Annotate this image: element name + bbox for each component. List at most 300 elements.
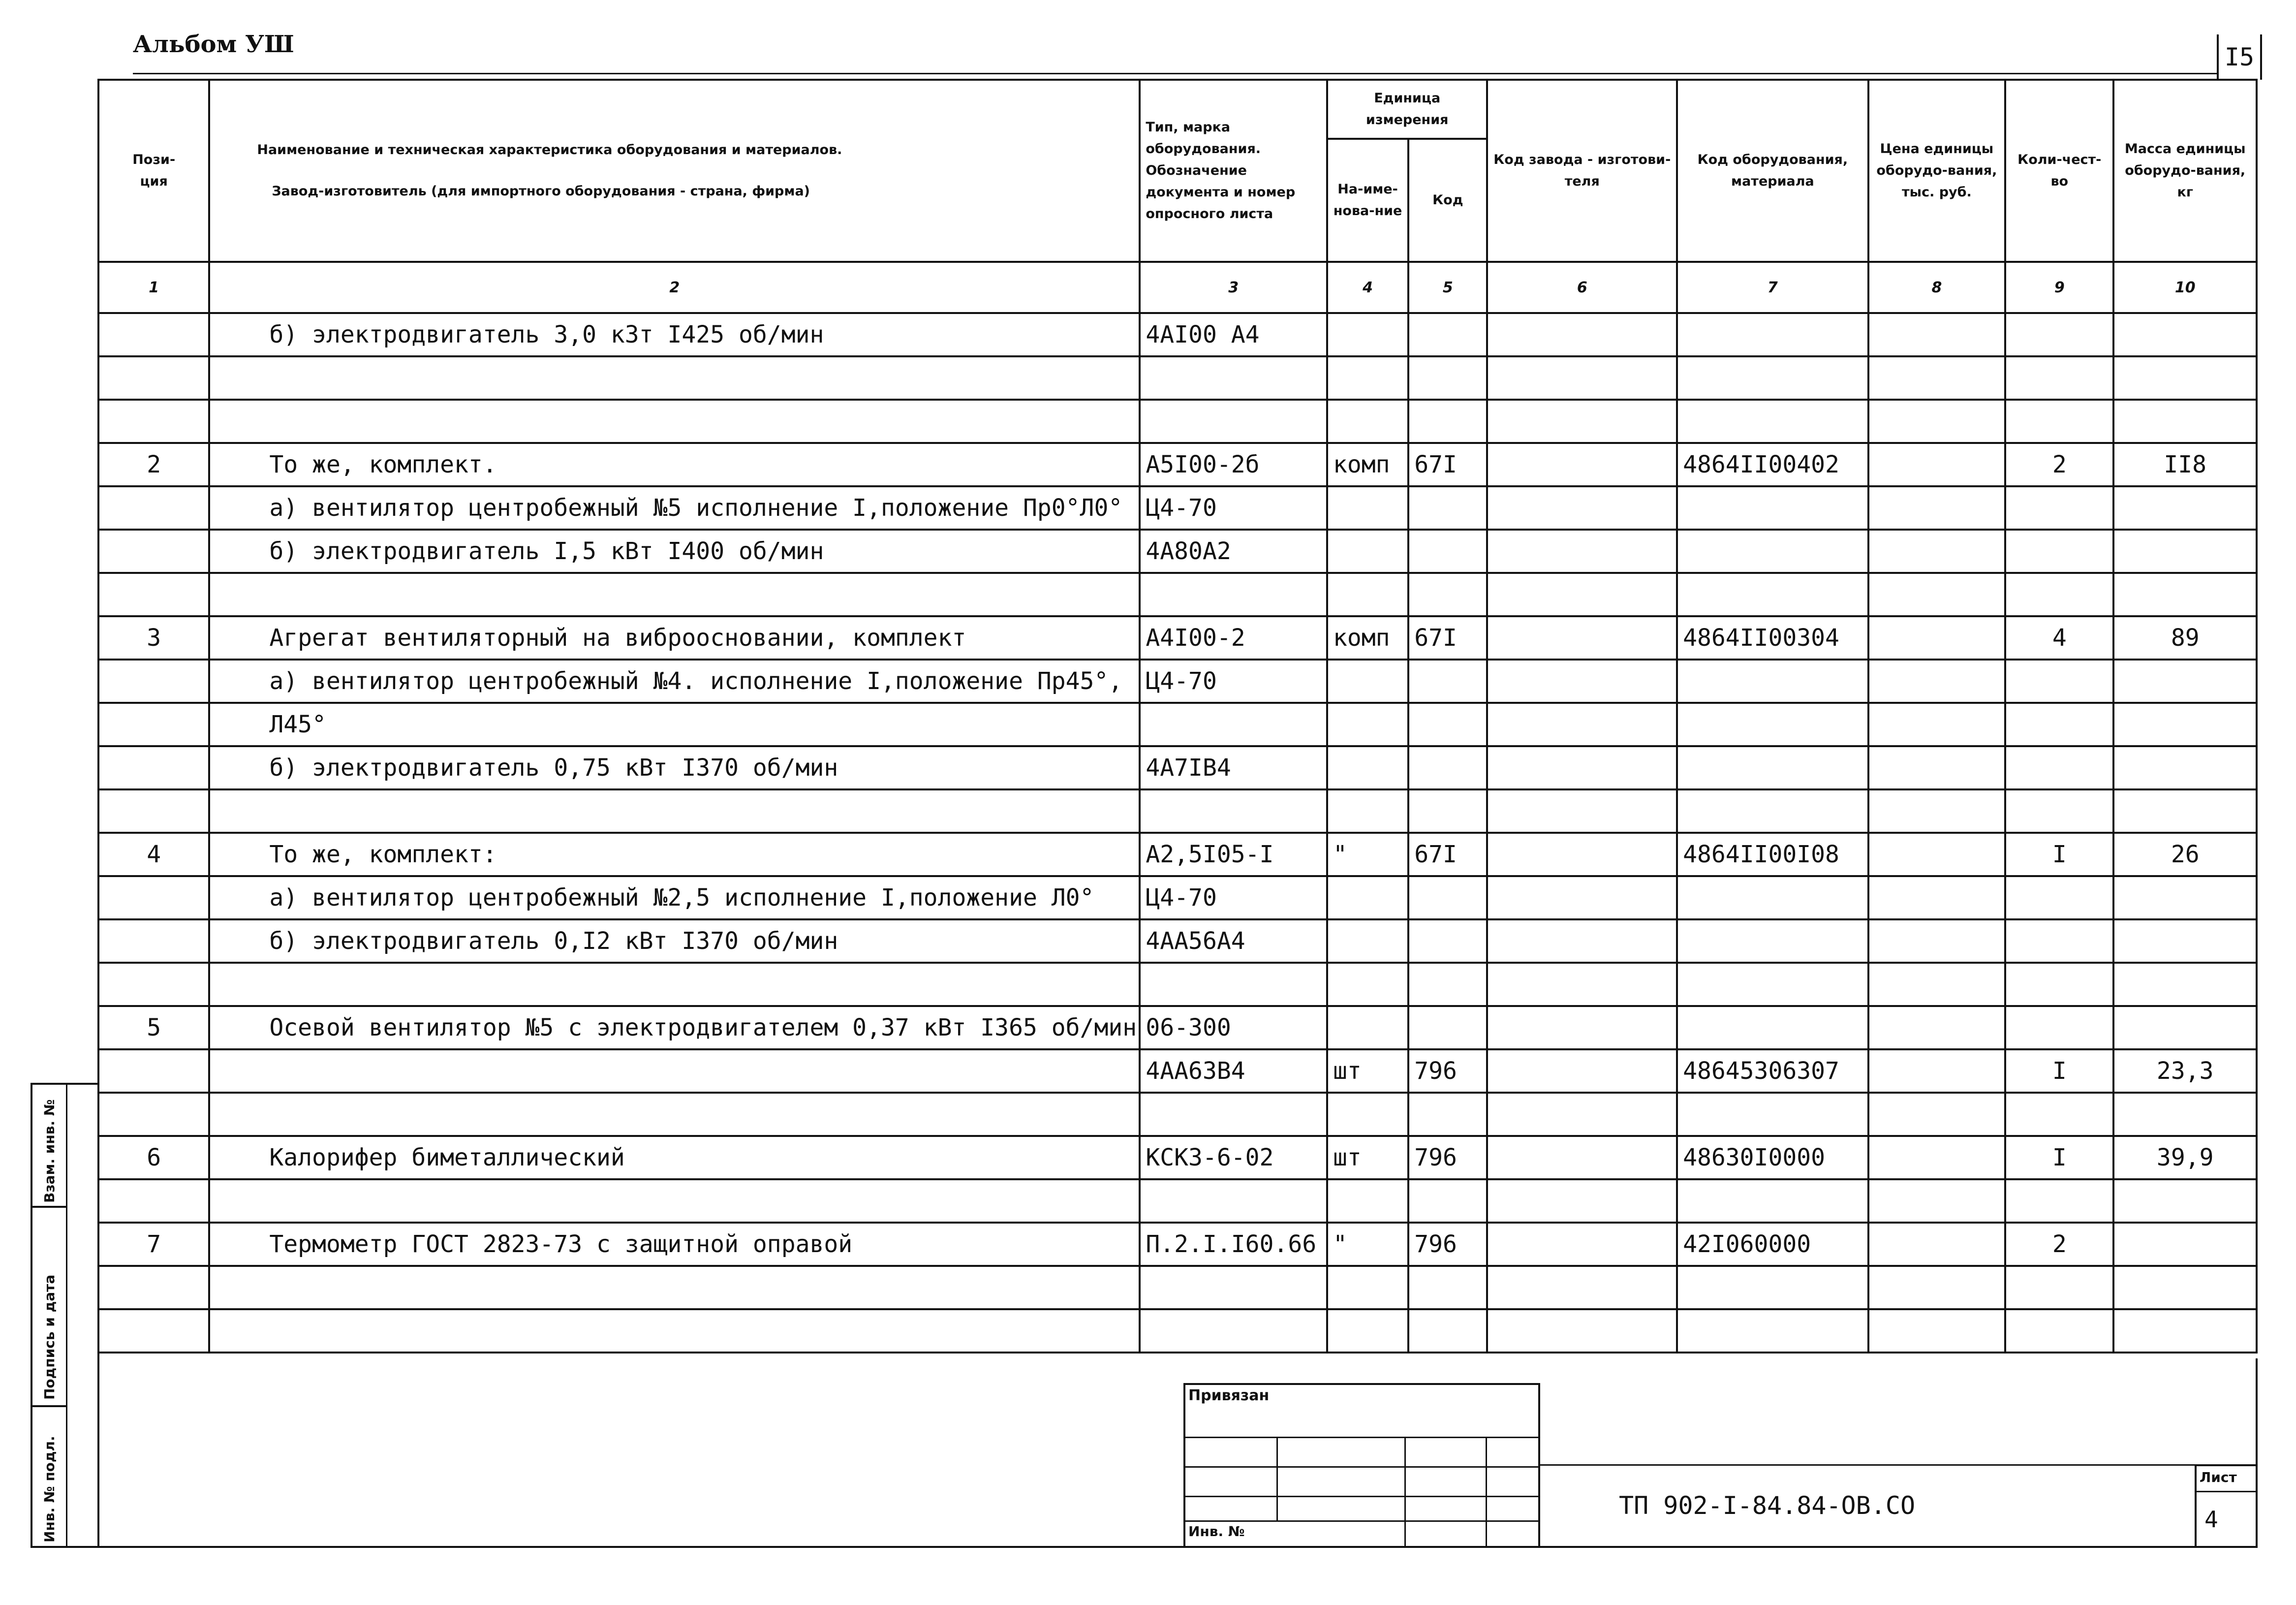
stamp-cell-sign (32, 1208, 67, 1407)
cell-unit (1327, 703, 1408, 746)
cell-name: б) электродвигатель 0,I2 кВт I370 об/мин (209, 919, 1140, 963)
cell-qty (2005, 313, 2113, 356)
cell-factory (1487, 486, 1677, 530)
cell-factory (1487, 1179, 1677, 1223)
col-qty: Коли-чест-во (2005, 80, 2113, 262)
cell-mass: 89 (2113, 616, 2257, 660)
column-number: 7 (1677, 262, 1868, 313)
cell-equip (1677, 703, 1868, 746)
cell-price (1868, 1136, 2005, 1179)
cell-qty (2005, 963, 2113, 1006)
cell-type: A4I00-2 (1140, 616, 1327, 660)
cell-type: 4A7IB4 (1140, 746, 1327, 789)
header-rule (133, 73, 2217, 74)
table-row (98, 313, 2257, 356)
cell-pos: 3 (98, 616, 209, 660)
cell-name: Осевой вентилятор №5 с электродвигателем 0,37 кВт I365 об/мин (209, 1006, 1140, 1049)
cell-code (1408, 789, 1487, 833)
cell-price (1868, 1223, 2005, 1266)
cell-mass (2113, 876, 2257, 919)
cell-mass (2113, 313, 2257, 356)
cell-equip (1677, 1006, 1868, 1049)
column-number: 2 (209, 262, 1140, 313)
cell-mass (2113, 746, 2257, 789)
cell-pos (98, 963, 209, 1006)
cell-factory (1487, 1309, 1677, 1353)
cell-equip (1677, 1093, 1868, 1136)
cell-pos (98, 530, 209, 573)
cell-name (209, 1179, 1140, 1223)
cell-mass (2113, 1179, 2257, 1223)
cell-unit (1327, 963, 1408, 1006)
cell-factory (1487, 1136, 1677, 1179)
cell-code (1408, 1179, 1487, 1223)
cell-equip: 48630I0000 (1677, 1136, 1868, 1179)
cell-price (1868, 443, 2005, 486)
cell-equip (1677, 356, 1868, 400)
cell-qty (2005, 356, 2113, 400)
cell-equip: 4864II00I08 (1677, 833, 1868, 876)
cell-mass: 39,9 (2113, 1136, 2257, 1179)
spec-table (97, 79, 2258, 1353)
cell-equip (1677, 486, 1868, 530)
cell-factory (1487, 919, 1677, 963)
cell-type: П.2.I.I60.66 (1140, 1223, 1327, 1266)
cell-type: Ц4-70 (1140, 876, 1327, 919)
cell-code (1408, 1266, 1487, 1309)
cell-unit (1327, 660, 1408, 703)
cell-equip: 4864II00304 (1677, 616, 1868, 660)
cell-code (1408, 746, 1487, 789)
cell-factory (1487, 1223, 1677, 1266)
cell-name (209, 1093, 1140, 1136)
cell-type (1140, 356, 1327, 400)
cell-name (209, 1049, 1140, 1093)
cell-name: Калорифер биметаллический (209, 1136, 1140, 1179)
cell-type: 4AA63B4 (1140, 1049, 1327, 1093)
cell-name: б) электродвигатель 3,0 кЗт I425 об/мин (209, 313, 1140, 356)
sheet-box-rule (2197, 1491, 2258, 1492)
table-row (98, 789, 2257, 833)
cell-code (1408, 573, 1487, 616)
table-row (98, 1049, 2257, 1093)
cell-mass (2113, 1266, 2257, 1309)
table-row (98, 616, 2257, 660)
table-row (98, 1309, 2257, 1353)
table-row (98, 1223, 2257, 1266)
cell-name (209, 573, 1140, 616)
cell-code (1408, 486, 1487, 530)
cell-equip (1677, 789, 1868, 833)
table-row (98, 703, 2257, 746)
spec-body (98, 313, 2257, 1353)
cell-type (1140, 703, 1327, 746)
table-row (98, 963, 2257, 1006)
cell-name: Агрегат вентиляторный на виброосновании, комплект (209, 616, 1140, 660)
cell-type: 06-300 (1140, 1006, 1327, 1049)
cell-equip (1677, 530, 1868, 573)
table-row (98, 443, 2257, 486)
table-row (98, 400, 2257, 443)
cell-price (1868, 789, 2005, 833)
cell-type (1140, 789, 1327, 833)
cell-pos: 7 (98, 1223, 209, 1266)
cell-mass (2113, 573, 2257, 616)
cell-code (1408, 963, 1487, 1006)
priv-vline-3 (1486, 1437, 1487, 1546)
cell-factory (1487, 1006, 1677, 1049)
cell-unit (1327, 573, 1408, 616)
cell-unit: шт (1327, 1049, 1408, 1093)
cell-unit (1327, 789, 1408, 833)
cell-qty (2005, 789, 2113, 833)
cell-price (1868, 486, 2005, 530)
cell-code (1408, 919, 1487, 963)
cell-mass (2113, 789, 2257, 833)
cell-equip (1677, 660, 1868, 703)
column-number: 9 (2005, 262, 2113, 313)
cell-pos: 5 (98, 1006, 209, 1049)
stamp-divider (66, 1085, 67, 1548)
cell-unit: " (1327, 1223, 1408, 1266)
cell-pos (98, 1093, 209, 1136)
cell-code: 796 (1408, 1049, 1487, 1093)
cell-name: б) электродвигатель I,5 кВт I400 об/мин (209, 530, 1140, 573)
table-row (98, 486, 2257, 530)
cell-equip: 48645306307 (1677, 1049, 1868, 1093)
cell-name: Л45° (209, 703, 1140, 746)
cell-price (1868, 746, 2005, 789)
table-row (98, 356, 2257, 400)
cell-price (1868, 963, 2005, 1006)
cell-pos: 6 (98, 1136, 209, 1179)
cell-qty: 2 (2005, 443, 2113, 486)
column-number: 8 (1868, 262, 2005, 313)
cell-type: 4AI00 A4 (1140, 313, 1327, 356)
col-price: Цена единицы оборудо-вания, тыс. руб. (1868, 80, 2005, 262)
col-equip-code: Код оборудования, материала (1677, 80, 1868, 262)
cell-code: 67I (1408, 833, 1487, 876)
col-factory-code: Код завода - изготови-теля (1487, 80, 1677, 262)
cell-qty (2005, 1179, 2113, 1223)
cell-type: A2,5I05-I (1140, 833, 1327, 876)
cell-factory (1487, 530, 1677, 573)
cell-mass: II8 (2113, 443, 2257, 486)
album-label: Альбом УШ (133, 31, 294, 58)
cell-equip (1677, 1179, 1868, 1223)
cell-unit: комп (1327, 616, 1408, 660)
col-name (209, 80, 1140, 262)
cell-pos (98, 313, 209, 356)
cell-qty: 2 (2005, 1223, 2113, 1266)
cell-type: КСК3-6-02 (1140, 1136, 1327, 1179)
cell-code: 796 (1408, 1223, 1487, 1266)
cell-unit (1327, 313, 1408, 356)
cell-price (1868, 1266, 2005, 1309)
cell-unit (1327, 919, 1408, 963)
cell-pos (98, 573, 209, 616)
cell-price (1868, 1093, 2005, 1136)
cell-pos (98, 919, 209, 963)
cell-pos (98, 1049, 209, 1093)
cell-pos (98, 1309, 209, 1353)
cell-price (1868, 660, 2005, 703)
cell-code (1408, 313, 1487, 356)
table-row (98, 1093, 2257, 1136)
cell-mass (2113, 400, 2257, 443)
cell-unit: комп (1327, 443, 1408, 486)
cell-unit: " (1327, 833, 1408, 876)
cell-type (1140, 400, 1327, 443)
cell-unit (1327, 356, 1408, 400)
cell-name: То же, комплект. (209, 443, 1140, 486)
cell-price (1868, 400, 2005, 443)
cell-factory (1487, 443, 1677, 486)
cell-equip (1677, 1309, 1868, 1353)
cell-qty (2005, 1093, 2113, 1136)
cell-pos (98, 789, 209, 833)
cell-qty (2005, 919, 2113, 963)
col-name-line1: Наименование и техническая характеристика оборудования и материалов. (257, 142, 842, 157)
cell-pos (98, 746, 209, 789)
cell-price (1868, 1049, 2005, 1093)
left-stamp (31, 1083, 99, 1548)
cell-code: 796 (1408, 1136, 1487, 1179)
table-row (98, 1006, 2257, 1049)
table-row (98, 746, 2257, 789)
column-number: 6 (1487, 262, 1677, 313)
cell-equip: 42I060000 (1677, 1223, 1868, 1266)
cell-qty (2005, 1266, 2113, 1309)
col-pos: Пози- ция (98, 80, 209, 262)
cell-factory (1487, 400, 1677, 443)
cell-unit (1327, 1006, 1408, 1049)
cell-unit (1327, 1266, 1408, 1309)
cell-name (209, 356, 1140, 400)
title-block-frame (97, 1358, 2258, 1548)
cell-type (1140, 573, 1327, 616)
col-mass: Масса единицы оборудо-вания, кг (2113, 80, 2257, 262)
cell-mass (2113, 486, 2257, 530)
cell-name (209, 1266, 1140, 1309)
cell-type (1140, 1179, 1327, 1223)
stamp-cell-dup (32, 1085, 67, 1208)
col-type: Тип, марка оборудования. Обозначение документа и номер опросного листа (1140, 80, 1327, 262)
cell-factory (1487, 789, 1677, 833)
document-number: ТП 902-I-84.84-ОВ.СО (1619, 1491, 1916, 1520)
cell-name: а) вентилятор центробежный №2,5 исполнение I,положение Л0° (209, 876, 1140, 919)
cell-type (1140, 1309, 1327, 1353)
cell-equip (1677, 919, 1868, 963)
cell-code (1408, 1093, 1487, 1136)
cell-price (1868, 703, 2005, 746)
cell-qty (2005, 530, 2113, 573)
cell-qty (2005, 746, 2113, 789)
cell-qty (2005, 876, 2113, 919)
cell-code (1408, 1309, 1487, 1353)
column-number: 10 (2113, 262, 2257, 313)
page-number: I5 (2217, 34, 2262, 80)
cell-type (1140, 1093, 1327, 1136)
table-row (98, 833, 2257, 876)
cell-factory (1487, 1049, 1677, 1093)
cell-type: 4AA56A4 (1140, 919, 1327, 963)
cell-code (1408, 530, 1487, 573)
cell-price (1868, 919, 2005, 963)
cell-type (1140, 963, 1327, 1006)
cell-factory (1487, 573, 1677, 616)
cell-code (1408, 703, 1487, 746)
cell-name: а) вентилятор центробежный №5 исполнение I,положение Пр0°Л0° (209, 486, 1140, 530)
sheet-number: 4 (2204, 1506, 2218, 1533)
cell-qty: 4 (2005, 616, 2113, 660)
cell-equip (1677, 1266, 1868, 1309)
cell-factory (1487, 616, 1677, 660)
cell-factory (1487, 746, 1677, 789)
table-row (98, 876, 2257, 919)
cell-equip (1677, 400, 1868, 443)
cell-pos (98, 400, 209, 443)
cell-qty: I (2005, 833, 2113, 876)
col-name-line2: Завод-изготовитель (для импортного оборудования - страна, фирма) (272, 184, 810, 199)
cell-mass (2113, 530, 2257, 573)
col-unit-group: Единица измерения (1327, 80, 1488, 139)
cell-qty (2005, 660, 2113, 703)
cell-pos (98, 1266, 209, 1309)
cell-type: Ц4-70 (1140, 486, 1327, 530)
cell-unit (1327, 1179, 1408, 1223)
cell-mass (2113, 703, 2257, 746)
cell-code (1408, 356, 1487, 400)
table-row (98, 660, 2257, 703)
table-row (98, 1266, 2257, 1309)
cell-type: A5I00-2б (1140, 443, 1327, 486)
cell-qty (2005, 1309, 2113, 1353)
cell-price (1868, 876, 2005, 919)
inv-no-label: Инв. № (1188, 1523, 1245, 1540)
cell-price (1868, 356, 2005, 400)
col-unit-name: На-име-нова-ние (1327, 139, 1408, 262)
cell-factory (1487, 1093, 1677, 1136)
cell-mass (2113, 919, 2257, 963)
cell-pos (98, 703, 209, 746)
cell-code: 67I (1408, 443, 1487, 486)
stamp-inv-orig: Инв. № подл. (41, 1436, 58, 1542)
stamp-cell-orig (32, 1407, 67, 1548)
cell-pos: 4 (98, 833, 209, 876)
cell-price (1868, 313, 2005, 356)
cell-price (1868, 1179, 2005, 1223)
cell-qty (2005, 573, 2113, 616)
cell-qty (2005, 400, 2113, 443)
table-row (98, 1179, 2257, 1223)
cell-equip (1677, 963, 1868, 1006)
cell-name (209, 400, 1140, 443)
cell-unit (1327, 876, 1408, 919)
cell-pos (98, 876, 209, 919)
cell-price (1868, 573, 2005, 616)
sheet-label: Лист (2200, 1469, 2237, 1485)
cell-price (1868, 616, 2005, 660)
cell-mass (2113, 356, 2257, 400)
cell-equip (1677, 313, 1868, 356)
priv-vline-1 (1276, 1437, 1278, 1520)
table-row (98, 573, 2257, 616)
table-row (98, 919, 2257, 963)
cell-factory (1487, 1266, 1677, 1309)
cell-unit (1327, 1309, 1408, 1353)
column-number: 3 (1140, 262, 1327, 313)
cell-price (1868, 833, 2005, 876)
cell-qty: I (2005, 1136, 2113, 1179)
cell-code (1408, 1006, 1487, 1049)
column-number: 1 (98, 262, 209, 313)
cell-pos: 2 (98, 443, 209, 486)
cell-name: б) электродвигатель 0,75 кВт I370 об/мин (209, 746, 1140, 789)
privyazan-label: Привязан (1188, 1387, 1270, 1404)
priv-vline-2 (1404, 1437, 1406, 1546)
stamp-inv-dup: Взам. инв. № (41, 1099, 58, 1203)
cell-equip (1677, 876, 1868, 919)
title-block-rule (1540, 1464, 2195, 1466)
cell-pos (98, 1179, 209, 1223)
cell-type: 4A80A2 (1140, 530, 1327, 573)
cell-name (209, 963, 1140, 1006)
cell-factory (1487, 660, 1677, 703)
cell-qty: I (2005, 1049, 2113, 1093)
cell-name (209, 1309, 1140, 1353)
cell-mass (2113, 1309, 2257, 1353)
cell-equip (1677, 746, 1868, 789)
cell-name: Термометр ГОСТ 2823-73 с защитной оправой (209, 1223, 1140, 1266)
cell-pos (98, 486, 209, 530)
cell-unit: шт (1327, 1136, 1408, 1179)
cell-price (1868, 530, 2005, 573)
cell-price (1868, 1006, 2005, 1049)
spec-table-wrap (97, 79, 2258, 1353)
cell-pos (98, 660, 209, 703)
cell-unit (1327, 746, 1408, 789)
cell-unit (1327, 530, 1408, 573)
cell-factory (1487, 833, 1677, 876)
table-row (98, 530, 2257, 573)
cell-code (1408, 660, 1487, 703)
stamp-sign-date: Подпись и дата (41, 1274, 58, 1400)
cell-mass: 26 (2113, 833, 2257, 876)
column-number: 4 (1327, 262, 1408, 313)
cell-mass (2113, 1223, 2257, 1266)
cell-price (1868, 1309, 2005, 1353)
cell-mass: 23,3 (2113, 1049, 2257, 1093)
cell-code (1408, 876, 1487, 919)
cell-equip (1677, 573, 1868, 616)
cell-factory (1487, 313, 1677, 356)
cell-qty (2005, 486, 2113, 530)
cell-mass (2113, 1093, 2257, 1136)
cell-unit (1327, 400, 1408, 443)
cell-mass (2113, 963, 2257, 1006)
cell-mass (2113, 1006, 2257, 1049)
cell-unit (1327, 1093, 1408, 1136)
cell-pos (98, 356, 209, 400)
table-row (98, 1136, 2257, 1179)
column-number-row (98, 262, 2257, 313)
cell-factory (1487, 356, 1677, 400)
cell-name (209, 789, 1140, 833)
cell-unit (1327, 486, 1408, 530)
cell-qty (2005, 1006, 2113, 1049)
cell-factory (1487, 963, 1677, 1006)
